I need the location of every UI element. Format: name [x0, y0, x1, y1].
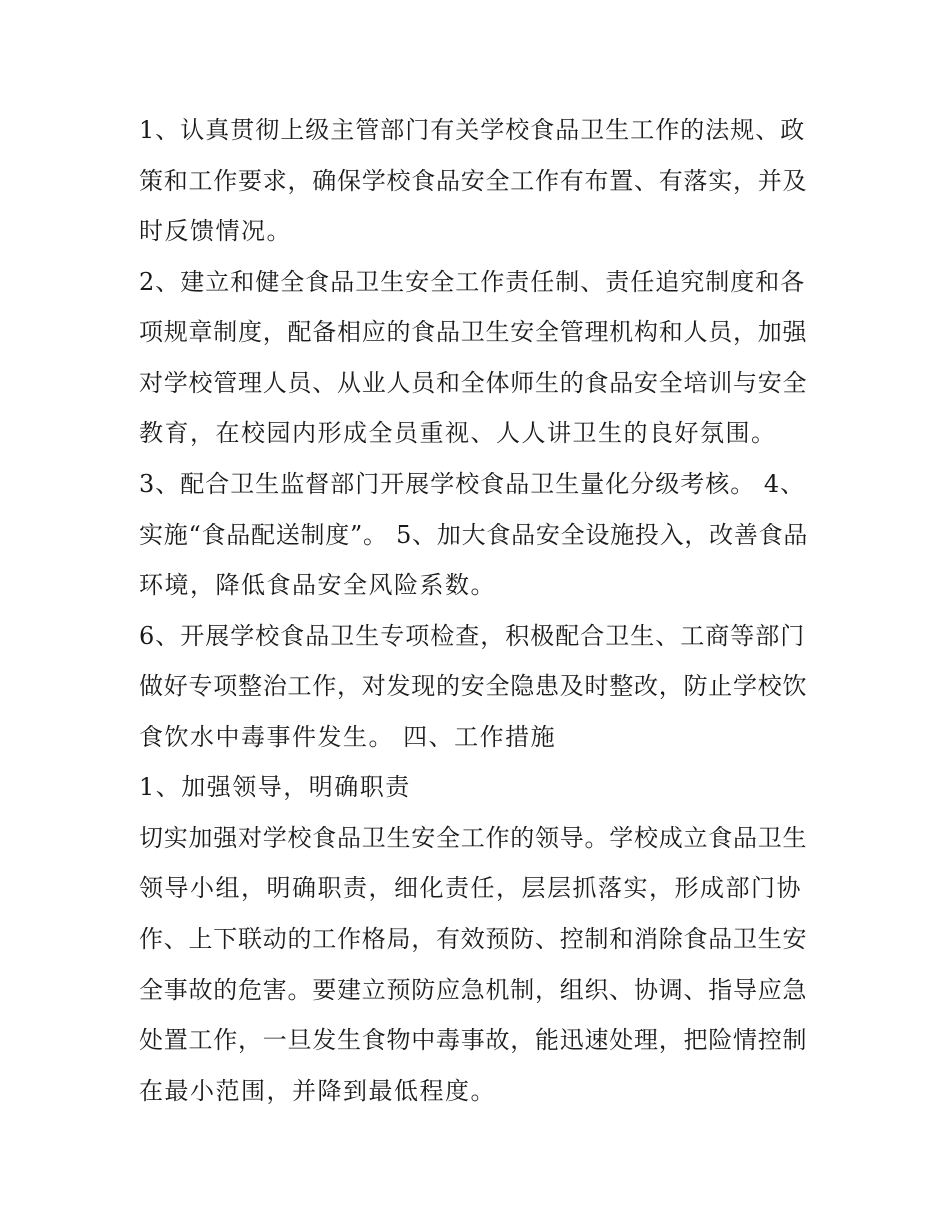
text-line-8: 3、配合卫生监督部门开展学校食品卫生量化分级考核。 4、: [139, 470, 806, 498]
text-line-14: 1、加强领导，明确职责: [139, 773, 411, 801]
text-line-19: 处置工作，一旦发生食物中毒事故，能迅速处理，把险情控制: [139, 1026, 808, 1054]
text-line-4: 2、建立和健全食品卫生安全工作责任制、责任追究制度和各: [139, 268, 806, 296]
text-line-9: 实施“食品配送制度”。 5、加大食品安全设施投入，改善食品: [139, 521, 809, 549]
text-line-18: 全事故的危害。要建立预防应急机制，组织、协调、指导应急: [139, 976, 808, 1004]
text-line-1: 1、认真贯彻上级主管部门有关学校食品卫生工作的法规、政: [139, 116, 806, 144]
text-line-2: 策和工作要求，确保学校食品安全工作有布置、有落实，并及: [139, 167, 808, 195]
text-line-11: 6、开展学校食品卫生专项检查，积极配合卫生、工商等部门: [139, 622, 806, 650]
text-line-5: 项规章制度，配备相应的食品卫生安全管理机构和人员，加强: [139, 318, 808, 346]
text-line-12: 做好专项整治工作，对发现的安全隐患及时整改，防止学校饮: [139, 672, 808, 700]
text-line-7: 教育，在校园内形成全员重视、人人讲卫生的良好氛围。: [139, 419, 777, 447]
text-line-20: 在最小范围，并降到最低程度。: [139, 1077, 496, 1105]
text-line-17: 作、上下联动的工作格局，有效预防、控制和消除食品卫生安: [139, 925, 808, 953]
text-line-16: 领导小组，明确职责，细化责任，层层抓落实，形成部门协: [139, 874, 802, 902]
text-line-15: 切实加强对学校食品卫生安全工作的领导。学校成立食品卫生: [139, 824, 808, 852]
text-line-13: 食饮水中毒事件发生。 四、工作措施: [139, 723, 557, 751]
text-line-10: 环境，降低食品安全风险系数。: [139, 571, 496, 599]
text-line-6: 对学校管理人员、从业人员和全体师生的食品安全培训与安全: [139, 369, 808, 397]
text-line-3: 时反馈情况。: [139, 217, 292, 245]
